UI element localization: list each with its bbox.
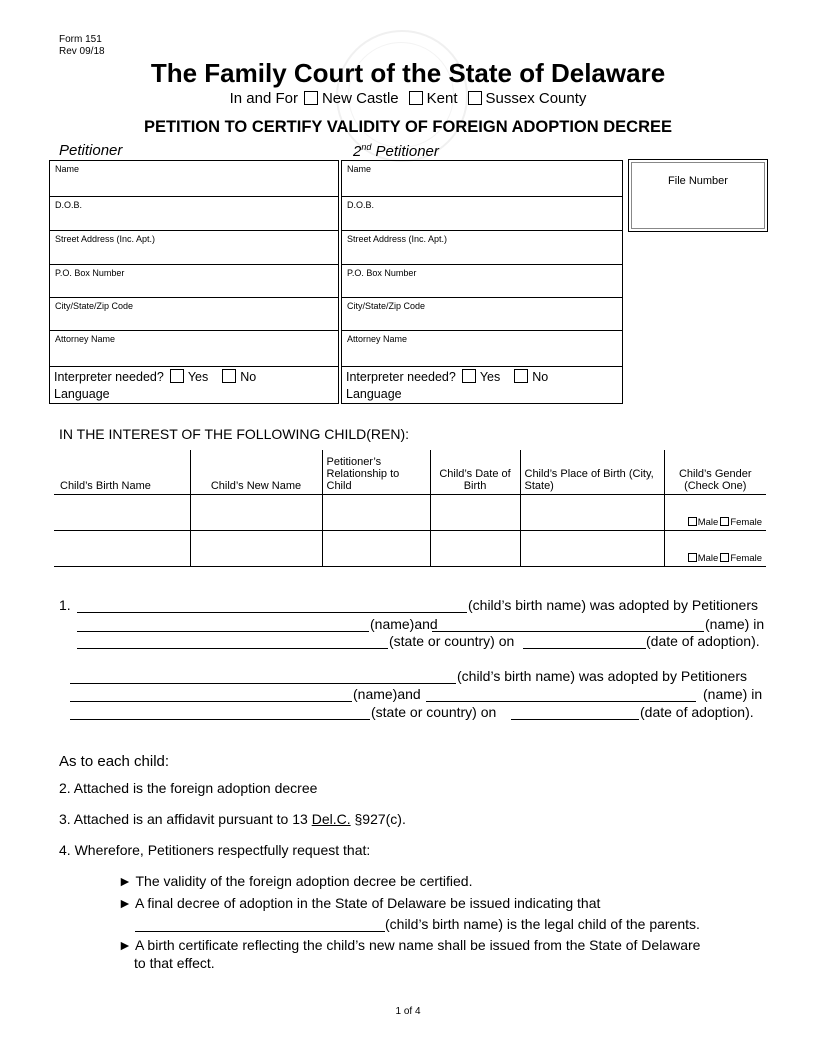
child1-male-checkbox[interactable]	[688, 517, 697, 526]
item1b-date-text: (date of adoption).	[640, 704, 754, 720]
child1-date-blank[interactable]	[523, 648, 646, 649]
child2-birth-name-blank[interactable]	[70, 683, 456, 684]
county-new-castle: New Castle	[321, 90, 399, 107]
bullet-birth-certificate: ► A birth certificate reflecting the child’s new name shall be issued from the State of Delaware	[118, 937, 701, 953]
petitioner2-city-field[interactable]: City/State/Zip Code	[341, 297, 623, 331]
petitioner2-heading: 2nd Petitioner	[353, 142, 439, 160]
del-c-citation: Del.C.	[311, 811, 351, 827]
child1-relationship-cell[interactable]	[322, 495, 430, 531]
petitioner-interpreter-yes-checkbox[interactable]	[170, 369, 184, 383]
child2-gender-cell: Male Female	[664, 531, 766, 567]
child1-gender-cell: Male Female	[664, 495, 766, 531]
in-and-for-label: In and For	[229, 90, 298, 107]
child2-dob-cell[interactable]	[430, 531, 520, 567]
child1-dob-cell[interactable]	[430, 495, 520, 531]
petitioner2-language-label: Language	[346, 387, 402, 401]
petitioner-interpreter-field[interactable]: Interpreter needed? Yes No Language	[49, 366, 339, 404]
petitioner2-interpreter-field[interactable]: Interpreter needed? Yes No Language	[341, 366, 623, 404]
item1b-name-and-text: (name)and	[353, 686, 421, 702]
children-table	[54, 450, 766, 567]
child2-female-checkbox[interactable]	[720, 553, 729, 562]
page-number: 1 of 4	[395, 1006, 421, 1017]
county-sussex: Sussex County	[485, 90, 587, 107]
table-row[interactable]	[54, 531, 766, 567]
child2-adopter2-blank[interactable]	[426, 701, 696, 702]
item-4: 4. Wherefore, Petitioners respectfully request that:	[59, 842, 371, 858]
col-gender: Child’s Gender (Check One)	[664, 450, 766, 495]
petitioner2-pobox-field[interactable]: P.O. Box Number	[341, 264, 623, 298]
final-decree-child-name-blank[interactable]	[135, 931, 385, 932]
petitioner-attorney-field[interactable]: Attorney Name	[49, 330, 339, 367]
bullet-birth-certificate-cont: to that effect.	[134, 955, 215, 971]
county-selector	[0, 90, 816, 107]
as-to-each-child: As to each child:	[59, 753, 170, 770]
child2-new-name-cell[interactable]	[190, 531, 322, 567]
item1-state-on-text: (state or country) on	[389, 633, 515, 649]
item1-number: 1.	[59, 597, 71, 613]
child2-relationship-cell[interactable]	[322, 531, 430, 567]
petitioner2-attorney-field[interactable]: Attorney Name	[341, 330, 623, 367]
child1-adopter2-blank[interactable]	[432, 631, 704, 632]
petitioner2-interpreter-yes-checkbox[interactable]	[462, 369, 476, 383]
item1-name-and-text: (name)and	[370, 616, 438, 632]
col-place-of-birth: Child’s Place of Birth (City, State)	[520, 450, 664, 495]
petitioner-address-field[interactable]: Street Address (Inc. Apt.)	[49, 230, 339, 265]
item1-date-text: (date of adoption).	[646, 633, 760, 649]
court-title: The Family Court of the State of Delaware	[150, 58, 666, 88]
petitioner2-dob-field[interactable]: D.O.B.	[341, 196, 623, 231]
child1-birth-name-blank[interactable]	[77, 612, 467, 613]
form-number-block	[59, 34, 105, 58]
petitioner-language-label: Language	[54, 387, 110, 401]
item1-name-in-text: (name) in	[705, 616, 765, 632]
child2-male-checkbox[interactable]	[688, 553, 697, 562]
item-2: 2. Attached is the foreign adoption decree	[59, 780, 318, 796]
petitioner2-address-field[interactable]: Street Address (Inc. Apt.)	[341, 230, 623, 265]
child2-date-blank[interactable]	[511, 719, 639, 720]
bullet-final-decree: ► A final decree of adoption in the State of Delaware be issued indicating that	[118, 895, 601, 911]
sussex-checkbox[interactable]	[468, 91, 482, 105]
bullet-certify: ► The validity of the foreign adoption decree be certified.	[118, 873, 473, 889]
file-number-label: File Number	[631, 162, 765, 229]
item1b-state-on-text: (state or country) on	[371, 704, 497, 720]
child1-female-checkbox[interactable]	[720, 517, 729, 526]
child1-birth-name-cell[interactable]	[54, 495, 190, 531]
petitioner-city-field[interactable]: City/State/Zip Code	[49, 297, 339, 331]
petitioner-interpreter-no-checkbox[interactable]	[222, 369, 236, 383]
item-3: 3. Attached is an affidavit pursuant to 13 Del.C. §927(c).	[59, 811, 406, 827]
child2-birth-name-cell[interactable]	[54, 531, 190, 567]
item1b-name-in-text: (name) in	[703, 686, 763, 702]
petitioner-heading: Petitioner	[59, 142, 123, 159]
kent-checkbox[interactable]	[409, 91, 423, 105]
petitioner-pobox-field[interactable]: P.O. Box Number	[49, 264, 339, 298]
petitioner-dob-field[interactable]: D.O.B.	[49, 196, 339, 231]
child2-adopter1-blank[interactable]	[70, 701, 352, 702]
col-new-name: Child’s New Name	[190, 450, 322, 495]
new-castle-checkbox[interactable]	[304, 91, 318, 105]
child2-place-cell[interactable]	[520, 531, 664, 567]
item1b-birth-name-text: (child’s birth name) was adopted by Petitioners	[457, 668, 748, 684]
col-birth-name: Child’s Birth Name	[60, 480, 151, 492]
form-number: Form 151	[59, 34, 102, 45]
child1-new-name-cell[interactable]	[190, 495, 322, 531]
col-relationship: Petitioner’s Relationship to Child	[322, 450, 430, 495]
child1-country-blank[interactable]	[77, 648, 388, 649]
table-row[interactable]	[54, 495, 766, 531]
file-number-box[interactable]	[628, 159, 768, 232]
bullet-final-decree-tail: (child’s birth name) is the legal child of the parents.	[385, 916, 700, 932]
col-dob: Child’s Date of Birth	[430, 450, 520, 495]
item1-birth-name-text: (child’s birth name) was adopted by Petitioners	[468, 597, 759, 613]
children-table-header	[54, 450, 766, 495]
petitioner2-interpreter-no-checkbox[interactable]	[514, 369, 528, 383]
child2-country-blank[interactable]	[70, 719, 370, 720]
child1-adopter1-blank[interactable]	[77, 631, 369, 632]
petitioner-name-field[interactable]: Name	[49, 160, 339, 197]
petition-title: PETITION TO CERTIFY VALIDITY OF FOREIGN ADOPTION DECREE	[143, 118, 673, 136]
children-heading: IN THE INTEREST OF THE FOLLOWING CHILD(REN):	[59, 426, 410, 442]
child1-place-cell[interactable]	[520, 495, 664, 531]
petitioner2-name-field[interactable]: Name	[341, 160, 623, 197]
county-kent: Kent	[426, 90, 458, 107]
form-rev: Rev 09/18	[59, 46, 105, 57]
